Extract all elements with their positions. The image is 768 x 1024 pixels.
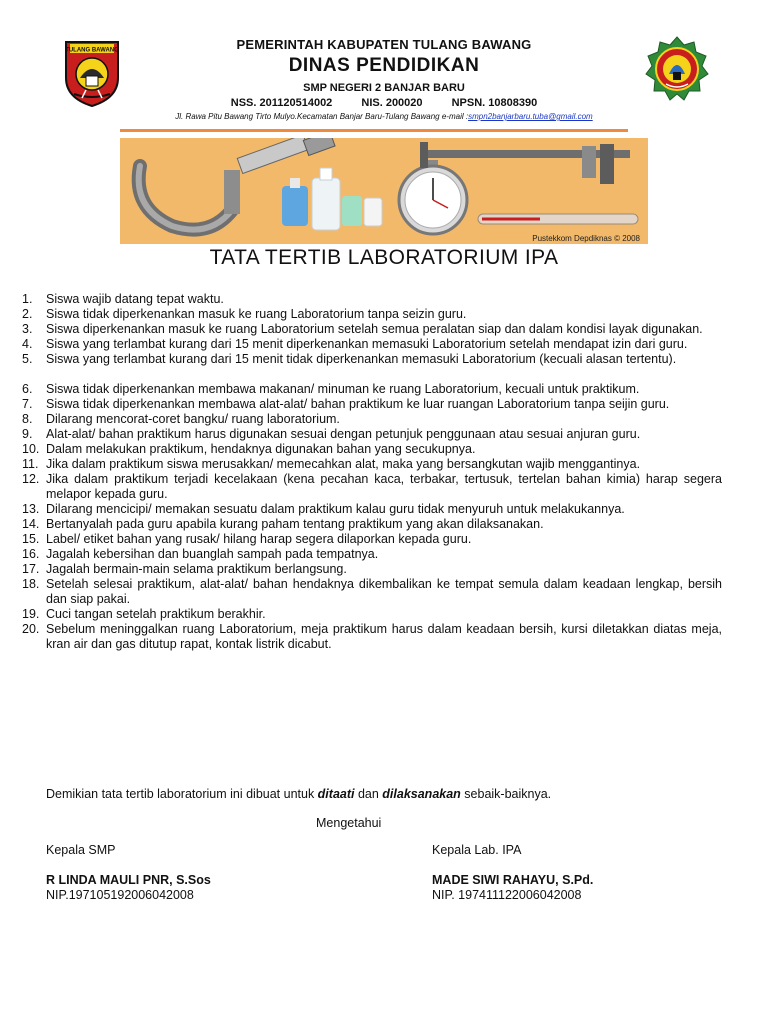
- list-spacer: [22, 367, 722, 382]
- closing-emphasis-implemented: dilaksanakan: [382, 787, 461, 801]
- rule-item: [22, 337, 722, 352]
- rule-item: [22, 622, 722, 652]
- rule-item: [22, 322, 722, 337]
- signature-name: MADE SIWI RAHAYU, S.Pd.: [432, 873, 594, 887]
- reagent-bottles-icon: [282, 168, 382, 230]
- rule-text: Setelah selesai praktikum, alat-alat/ bahan hendaknya dikembalikan ke tempat semula dalam keadaan lengkap, bersih dan siap pakai.: [46, 577, 722, 606]
- closing-text-after: sebaik-baiknya.: [460, 787, 552, 801]
- rule-number: 18.: [22, 577, 40, 591]
- nss-number: NSS. 201120514002: [230, 97, 333, 109]
- rule-item: [22, 517, 722, 532]
- closing-emphasis-obeyed: ditaati: [317, 787, 355, 801]
- rule-number: 4.: [22, 337, 33, 351]
- signature-name: R LINDA MAULI PNR, S.Sos: [46, 873, 211, 887]
- rule-text: Label/ etiket bahan yang rusak/ hilang harap segera dilaporkan kepada guru.: [46, 532, 472, 546]
- rule-item: [22, 397, 722, 412]
- lab-equipment-banner: [120, 138, 648, 244]
- closing-statement: [46, 787, 551, 801]
- rule-text: Dalam melakukan praktikum, hendaknya digunakan bahan yang secukupnya.: [46, 442, 476, 456]
- rule-text: Jika dalam praktikum terjadi kecelakaan (kena pecahan kaca, terbakar, tertusuk, tertelan bahan kimia) harap segera melapor kepada guru.: [46, 472, 722, 501]
- department-heading: DINAS PENDIDIKAN: [288, 55, 480, 76]
- government-heading: PEMERINTAH KABUPATEN TULANG BAWANG: [236, 37, 532, 52]
- rule-text: Siswa diperkenankan masuk ke ruang Laboratorium setelah semua peralatan siap dan dalam kondisi layak digunakan.: [46, 322, 703, 336]
- rule-item: [22, 607, 722, 622]
- rule-item: [22, 292, 722, 307]
- rule-number: 19.: [22, 607, 40, 621]
- rule-number: 13.: [22, 502, 40, 516]
- school-name: SMP NEGERI 2 BANJAR BARU: [303, 82, 465, 94]
- page-title: TATA TERTIB LABORATORIUM IPA: [209, 246, 559, 269]
- rule-text: Jagalah kebersihan dan buanglah sampah pada tempatnya.: [46, 547, 379, 561]
- rule-number: 10.: [22, 442, 40, 456]
- signature-nip: NIP.197105192006042008: [46, 888, 194, 902]
- rule-item: [22, 562, 722, 577]
- signature-lab-head: [432, 843, 593, 903]
- closing-text-mid: dan: [354, 787, 383, 801]
- rule-number: 6.: [22, 382, 33, 396]
- banner-credit: Pustekkom Depdiknas © 2008: [532, 234, 640, 243]
- stopwatch-icon: [399, 160, 467, 234]
- rule-text: Dilarang mencorat-coret bangku/ ruang laboratorium.: [46, 412, 340, 426]
- rule-number: 14.: [22, 517, 40, 531]
- signature-nip: NIP. 197411122006042008: [432, 888, 582, 902]
- rule-item: [22, 457, 722, 472]
- rule-text: Cuci tangan setelah praktikum berakhir.: [46, 607, 266, 621]
- closing-text-before: Demikian tata tertib laboratorium ini dibuat untuk: [46, 787, 318, 801]
- rule-text: Alat-alat/ bahan praktikum harus digunakan sesuai dengan petunjuk penggunaan atau sesuai anjuran guru.: [46, 427, 641, 441]
- rule-item: [22, 472, 722, 502]
- rule-number: 2.: [22, 307, 33, 321]
- rule-text: Siswa yang terlambat kurang dari 15 menit diperkenankan memasuki Laboratorium setelah mendapat izin dari guru.: [46, 337, 688, 351]
- rule-text: Bertanyalah pada guru apabila kurang paham tentang praktikum yang akan dilaksanakan.: [46, 517, 544, 531]
- npsn-number: NPSN. 10808390: [451, 97, 538, 109]
- rule-number: 5.: [22, 352, 33, 366]
- rule-item: [22, 532, 722, 547]
- signature-role: Kepala SMP: [46, 843, 116, 857]
- rule-number: 7.: [22, 397, 33, 411]
- rule-number: 9.: [22, 427, 33, 441]
- rule-text: Siswa tidak diperkenankan membawa alat-alat/ bahan praktikum ke luar ruangan Laboratorium tanpa seijin guru.: [46, 397, 670, 411]
- school-address: [0, 112, 768, 121]
- rule-item: [22, 502, 722, 517]
- rule-item: [22, 427, 722, 442]
- rule-number: 15.: [22, 532, 40, 546]
- email-link[interactable]: smpn2banjarbaru.tuba@gmail.com: [468, 112, 593, 121]
- rule-item: [22, 547, 722, 562]
- rule-text: Siswa wajib datang tepat waktu.: [46, 292, 224, 306]
- rule-item: [22, 577, 722, 607]
- signature-role: Kepala Lab. IPA: [432, 843, 522, 857]
- rule-text: Jagalah bermain-main selama praktikum berlangsung.: [46, 562, 347, 576]
- rule-item: [22, 412, 722, 427]
- rule-text: Dilarang mencicipi/ memakan sesuatu dalam praktikum kalau guru tidak menyuruh untuk melakukannya.: [46, 502, 625, 516]
- rule-number: 8.: [22, 412, 33, 426]
- rule-item: [22, 442, 722, 457]
- nis-number: NIS. 200020: [361, 97, 423, 109]
- address-text: Jl. Rawa Pitu Bawang Tirto Mulyo.Kecamatan Banjar Baru-Tulang Bawang e-mail :: [175, 112, 469, 121]
- rule-item: [22, 307, 722, 322]
- rule-text: Siswa tidak diperkenankan membawa makanan/ minuman ke ruang Laboratorium, kecuali untuk praktikum.: [46, 382, 640, 396]
- rules-list: [22, 292, 722, 652]
- rule-item: [22, 352, 722, 367]
- logo-left-text: TULANG BAWANG: [65, 47, 119, 54]
- rule-item: [22, 382, 722, 397]
- rule-number: 20.: [22, 622, 40, 636]
- thermometer-icon: [478, 214, 638, 224]
- rule-text: Siswa yang terlambat kurang dari 15 menit tidak diperkenankan memasuki Laboratorium (kecuali alasan tertentu).: [46, 352, 677, 366]
- rule-number: 3.: [22, 322, 33, 336]
- acknowledged-label: Mengetahui: [316, 816, 382, 830]
- signature-principal: [46, 843, 211, 903]
- rule-number: 12.: [22, 472, 40, 486]
- rule-number: 17.: [22, 562, 40, 576]
- school-identifiers: [0, 97, 768, 109]
- rule-number: 16.: [22, 547, 40, 561]
- rule-text: Siswa tidak diperkenankan masuk ke ruang Laboratorium tanpa seizin guru.: [46, 307, 467, 321]
- letterhead-divider: [120, 129, 628, 132]
- rule-number: 11.: [22, 457, 39, 471]
- rule-text: Sebelum meninggalkan ruang Laboratorium, meja praktikum harus dalam keadaan bersih, kursi diletakkan diatas meja, kran air dan gas ditutup rapat, kontak listrik dicabut.: [46, 622, 722, 651]
- rule-number: 1.: [22, 292, 33, 306]
- rule-text: Jika dalam praktikum siswa merusakkan/ memecahkan alat, maka yang bersangkutan wajib menggantinya.: [46, 457, 641, 471]
- lab-equipment-illustration: [120, 138, 648, 244]
